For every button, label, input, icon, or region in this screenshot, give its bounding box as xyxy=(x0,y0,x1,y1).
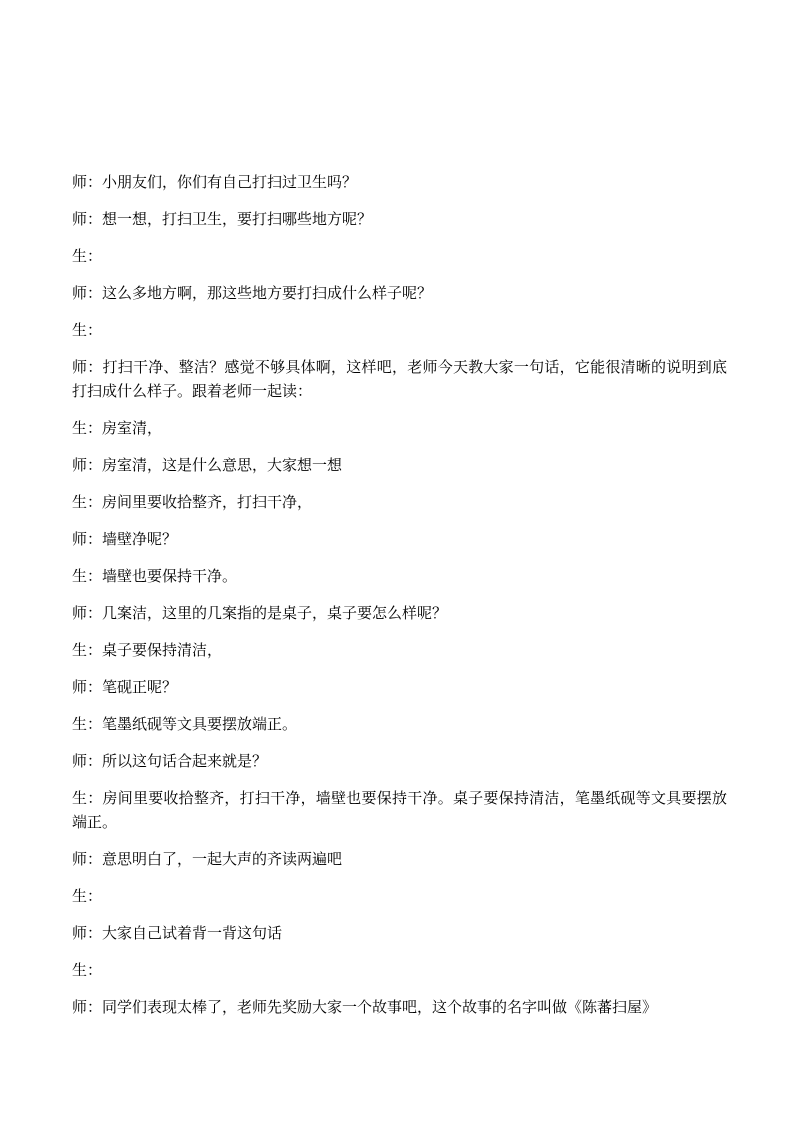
dialogue-line: 师：同学们表现太棒了，老师先奖励大家一个故事吧，这个故事的名字叫做《陈蕃扫屋》 xyxy=(72,998,658,1016)
dialogue-line: 师：几案洁，这里的几案指的是桌子，桌子要怎么样呢？ xyxy=(72,604,448,622)
dialogue-line: 生：笔墨纸砚等文具要摆放端正。 xyxy=(72,715,298,733)
dialogue-line: 师：所以这句话合起来就是？ xyxy=(72,752,268,770)
dialogue-line: 生： xyxy=(72,887,103,905)
dialogue-line: 生：房间里要收拾整齐，打扫干净， xyxy=(72,493,313,511)
dialogue-line: 师：这么多地方啊，那这些地方要打扫成什么样子呢？ xyxy=(72,284,433,302)
dialogue-line: 师：想一想，打扫卫生，要打扫哪些地方呢？ xyxy=(72,210,373,228)
dialogue-line: 生： xyxy=(72,961,103,979)
dialogue-line: 生： xyxy=(72,247,103,265)
dialogue-line: 师：小朋友们，你们有自己打扫过卫生吗？ xyxy=(72,173,358,191)
dialogue-line: 师：笔砚正呢？ xyxy=(72,678,178,696)
dialogue-line: 生： xyxy=(72,321,103,339)
dialogue-line: 师：房室清，这是什么意思，大家想一想 xyxy=(72,456,343,474)
dialogue-line: 生：墙壁也要保持干净。 xyxy=(72,567,238,585)
document-body xyxy=(72,170,727,1032)
dialogue-line: 生：房间里要收拾整齐，打扫干净，墙壁也要保持干净。桌子要保持清洁，笔墨纸砚等文具要摆放端正。 xyxy=(72,789,727,831)
dialogue-line: 师：打扫干净、整洁？感觉不够具体啊，这样吧，老师今天教大家一句话，它能很清晰的说明到底打扫成什么样子。跟着老师一起读： xyxy=(72,358,727,400)
dialogue-line: 师：大家自己试着背一背这句话 xyxy=(72,924,283,942)
dialogue-line: 师：墙壁净呢？ xyxy=(72,530,178,548)
dialogue-line: 生：房室清， xyxy=(72,419,163,437)
dialogue-line: 师：意思明白了，一起大声的齐读两遍吧 xyxy=(72,850,343,868)
dialogue-line: 生：桌子要保持清洁， xyxy=(72,641,223,659)
